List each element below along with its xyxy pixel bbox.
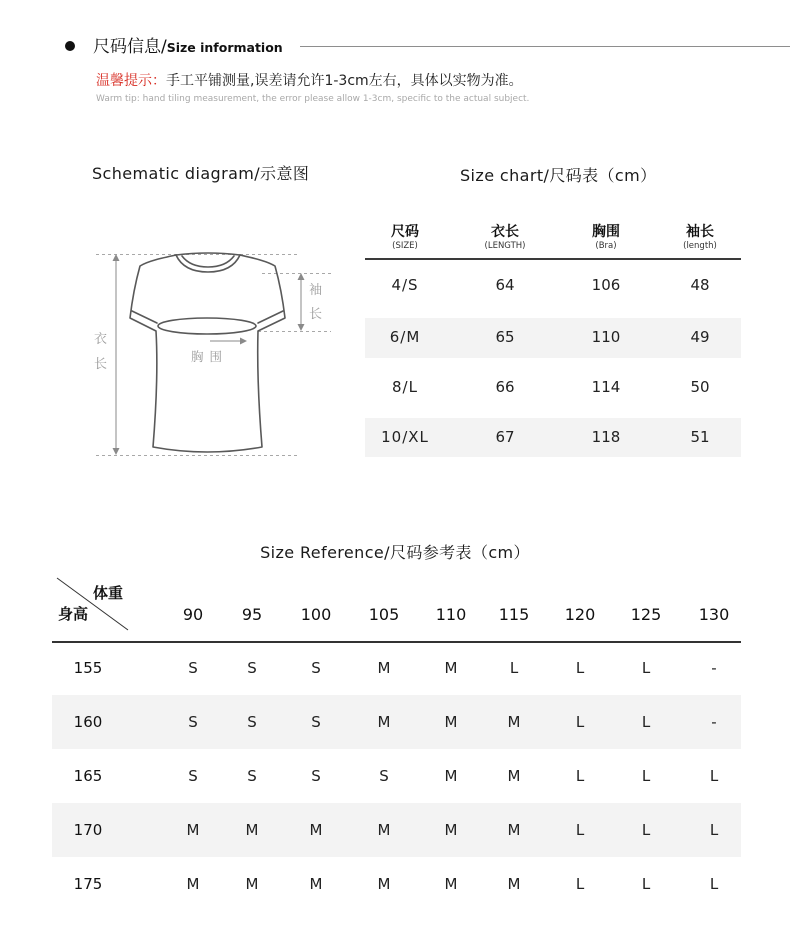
size-cell: M <box>444 659 458 677</box>
column-label-zh: 胸围 <box>592 224 620 240</box>
size-cell: S <box>379 767 389 785</box>
size-reference-row <box>52 749 741 803</box>
size-chart-title: Size chart/尺码表（cm） <box>460 166 657 185</box>
size-cell: M <box>507 875 521 893</box>
size-chart-header-rule <box>365 258 741 260</box>
size-cell: M <box>507 821 521 839</box>
size-cell: L <box>709 875 719 893</box>
size-cell: 4/S <box>391 276 419 294</box>
size-cell: S <box>311 767 321 785</box>
column-label-en: (SIZE) <box>392 241 418 251</box>
size-chart-row <box>365 266 741 304</box>
size-cell: S <box>188 767 198 785</box>
size-cell: L <box>575 821 585 839</box>
section-title-zh: 尺码信息/ <box>93 37 167 57</box>
size-cell: M <box>245 875 259 893</box>
chest-cell: 110 <box>591 328 621 346</box>
size-cell: 10/XL <box>381 428 429 446</box>
size-cell: 6/M <box>389 328 421 346</box>
chest-cell: 106 <box>591 276 621 294</box>
length-arrow-head-top <box>113 254 120 261</box>
height-label: 160 <box>73 713 103 731</box>
sleeve-cell: 49 <box>690 328 710 346</box>
size-cell: L <box>575 713 585 731</box>
chest-cell: 118 <box>591 428 621 446</box>
size-cell: L <box>575 659 585 677</box>
size-cell: L <box>575 767 585 785</box>
column-label-zh: 衣长 <box>491 224 519 240</box>
size-reference-row <box>52 857 741 911</box>
chest-cell: 114 <box>591 378 621 396</box>
sleeve-cell: 51 <box>690 428 710 446</box>
size-cell: L <box>641 659 651 677</box>
sleeve-cell: 48 <box>690 276 710 294</box>
chest-arrow-head <box>240 338 247 345</box>
t-shirt-collar-band <box>182 256 234 267</box>
height-axis-label: 身高 <box>58 605 89 623</box>
warm-tip-english: Warm tip: hand tiling measurement, the error please allow 1-3cm, specific to the actual subject. <box>96 94 530 104</box>
size-reference-row <box>52 695 741 749</box>
size-cell: M <box>444 875 458 893</box>
size-cell: 8/L <box>392 378 418 396</box>
size-reference-row <box>52 803 741 857</box>
t-shirt-back-neck <box>176 253 240 255</box>
size-cell: L <box>641 713 651 731</box>
weight-header: 125 <box>630 605 662 624</box>
weight-header: 90 <box>182 605 204 624</box>
size-cell: S <box>247 767 257 785</box>
size-cell: S <box>311 659 321 677</box>
size-reference-header-rule <box>52 641 741 643</box>
size-cell: S <box>188 713 198 731</box>
weight-header: 110 <box>435 605 467 624</box>
chest-measure-ellipse <box>158 318 256 334</box>
size-cell: M <box>444 713 458 731</box>
column-label-zh: 尺码 <box>391 224 419 240</box>
size-cell: M <box>377 659 391 677</box>
height-label: 170 <box>73 821 103 839</box>
column-label-en: (LENGTH) <box>484 241 526 251</box>
size-reference-row <box>52 641 741 695</box>
length-arrow-head-bottom <box>113 448 120 455</box>
size-cell: M <box>507 713 521 731</box>
weight-header: 105 <box>368 605 400 624</box>
length-cell: 64 <box>495 276 515 294</box>
weight-axis-label: 体重 <box>93 584 124 602</box>
size-cell: M <box>186 821 200 839</box>
length-cell: 67 <box>495 428 515 446</box>
size-cell: M <box>245 821 259 839</box>
size-cell: M <box>507 767 521 785</box>
size-chart-header-size <box>360 223 450 251</box>
column-label-en: (length) <box>683 241 717 251</box>
size-chart-header-chest <box>561 223 651 251</box>
size-cell: M <box>309 875 323 893</box>
size-cell: M <box>377 875 391 893</box>
size-cell: M <box>377 713 391 731</box>
size-cell: M <box>444 821 458 839</box>
column-label-zh: 袖长 <box>686 224 714 240</box>
length-cell: 66 <box>495 378 515 396</box>
size-cell: - <box>711 713 717 731</box>
weight-header: 130 <box>698 605 730 624</box>
size-cell: L <box>709 821 719 839</box>
section-title-en: Size information <box>166 40 283 55</box>
size-cell: S <box>247 713 257 731</box>
sleeve-arrow-head-top <box>298 273 305 280</box>
size-chart-header-sleeve <box>655 223 745 251</box>
weight-header: 95 <box>241 605 263 624</box>
size-cell: L <box>641 821 651 839</box>
warm-tip-label: 温馨提示： <box>96 73 166 89</box>
size-chart-row <box>365 368 741 406</box>
size-cell: S <box>247 659 257 677</box>
size-cell: M <box>309 821 323 839</box>
size-cell: L <box>641 875 651 893</box>
size-cell: - <box>711 659 717 677</box>
sleeve-cell: 50 <box>690 378 710 396</box>
sleeve-arrow-head-bottom <box>298 324 305 331</box>
bullet-dot-icon <box>65 41 75 51</box>
size-chart-row <box>365 418 741 457</box>
schematic-title: Schematic diagram/示意图 <box>92 164 310 183</box>
section-title <box>93 36 283 58</box>
size-chart-header-length <box>460 223 550 251</box>
size-cell: S <box>311 713 321 731</box>
t-shirt-front-neck <box>176 255 240 272</box>
height-label: 175 <box>73 875 103 893</box>
header-rule <box>300 46 790 47</box>
weight-header: 100 <box>300 605 332 624</box>
size-cell: L <box>641 767 651 785</box>
size-cell: M <box>186 875 200 893</box>
length-label: 衣长 <box>93 332 107 372</box>
length-cell: 65 <box>495 328 515 346</box>
size-cell: M <box>444 767 458 785</box>
size-cell: L <box>575 875 585 893</box>
weight-header: 120 <box>564 605 596 624</box>
sleeve-label: 袖长 <box>308 283 322 322</box>
weight-header: 115 <box>498 605 530 624</box>
warm-tip <box>96 72 523 90</box>
size-cell: S <box>188 659 198 677</box>
size-cell: L <box>709 767 719 785</box>
size-cell: M <box>377 821 391 839</box>
chest-label: 胸围 <box>191 349 229 364</box>
column-label-en: (Bra) <box>595 241 617 251</box>
height-label: 165 <box>73 767 103 785</box>
height-label: 155 <box>73 659 103 677</box>
size-reference-title: Size Reference/尺码参考表（cm） <box>260 543 530 562</box>
warm-tip-text: 手工平铺测量,误差请允许1-3cm左右，具体以实物为准。 <box>166 73 523 89</box>
size-chart-row <box>365 318 741 358</box>
size-cell: L <box>509 659 519 677</box>
